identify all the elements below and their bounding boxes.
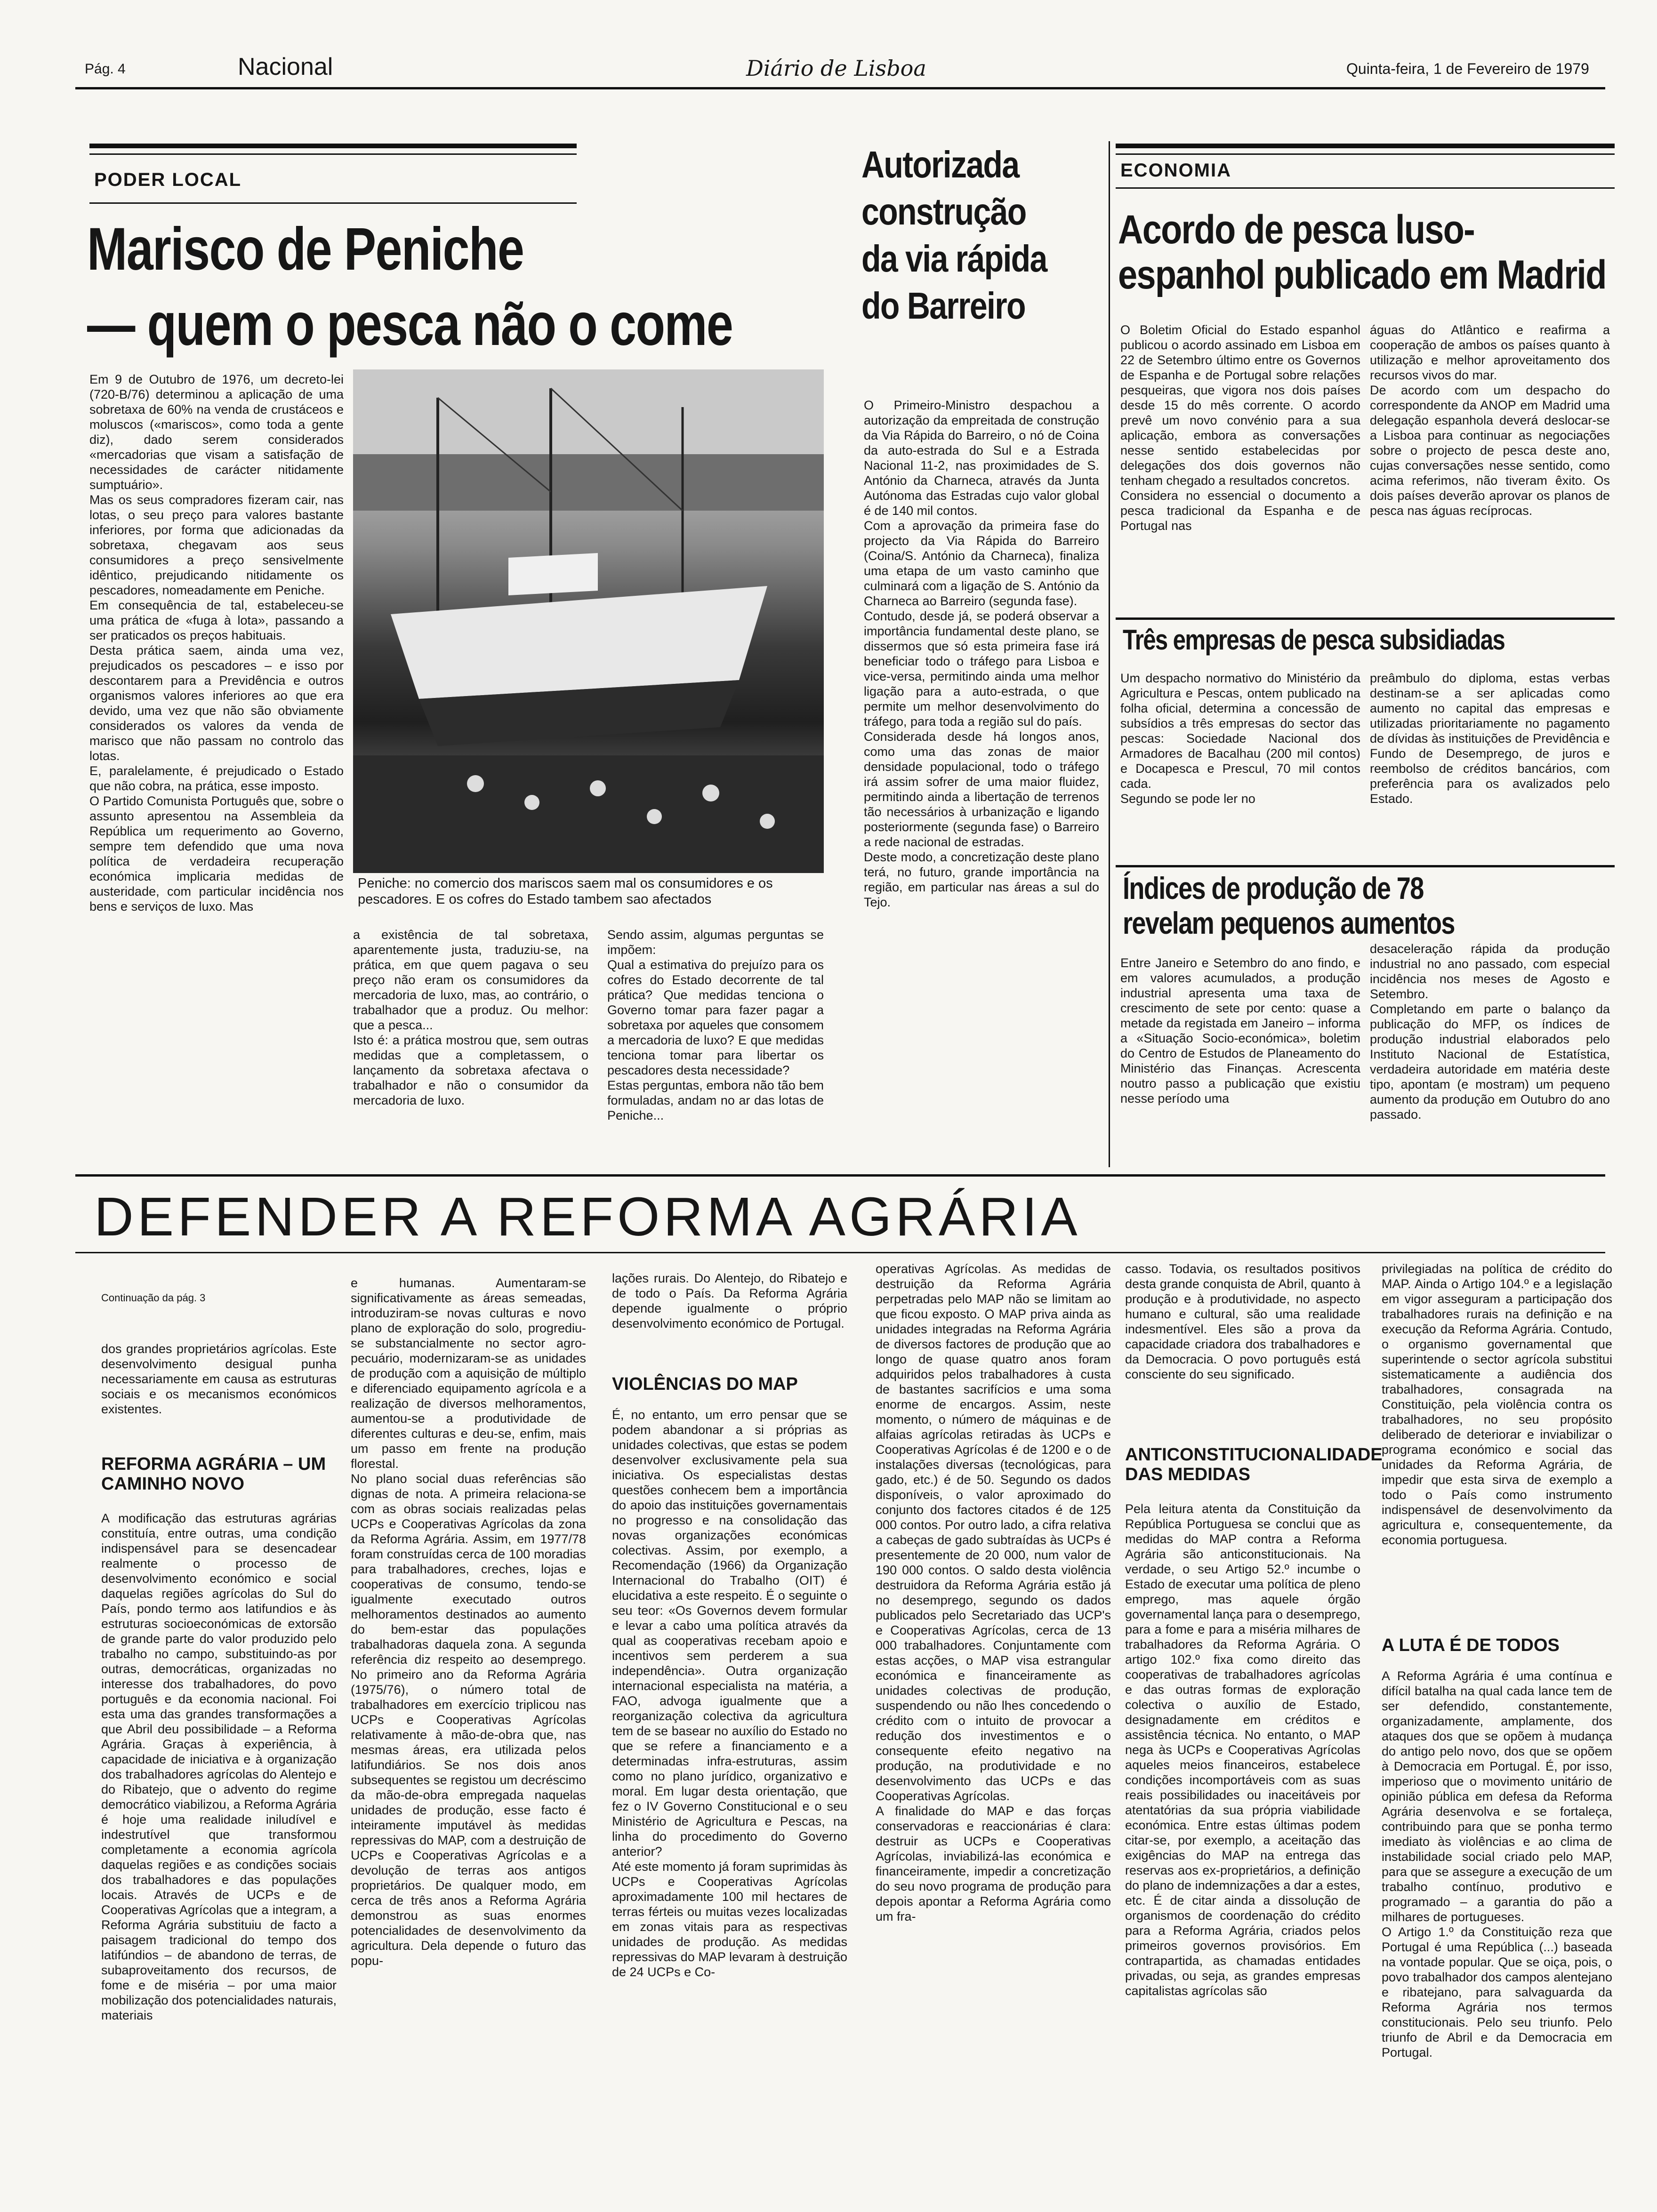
- economia-rule-top2: [1116, 153, 1615, 155]
- photo-caption: Peniche: no comercio dos mariscos saem mal os consumidores e os pescadores. E os cofres do Estado tambem sao afectados: [358, 876, 773, 907]
- indices-col1: Entre Janeiro e Setembro do ano findo, e em valores acumulados, a produção industrial apresenta uma taxa de crescimento de sete por cento: quase a metade da registada em Janeiro – informa a «Situação Socio-económica», boletim do Centro de Estudos de Planeamento do Ministério das Finanças. Acrescenta noutro passo a publicação que existiu nesse período uma: [1120, 956, 1360, 1106]
- poder-local-title-1: Marisco de Peniche: [87, 216, 524, 283]
- poder-local-col1: Em 9 de Outubro de 1976, um decreto-lei (720-B/76) determinou a aplicação de uma sobretaxa de 60% na venda de crustáceos e moluscos («mariscos», como toda a gente diz), dado serem considerados «mercadorias que visam a satisfação de necessidades de carácter nitidamente sumptuário». Mas os seus compradores fizeram cair, nas lotas, o seu preço para valores bastante inferiores, por forma que adicionadas da sobretaxa, chegavam aos seus consumidores a preço sensivelmente idêntico, prejudicando nitidamente os pescadores, nomeadamente em Peniche. Em consequência de tal, estabeleceu-se uma prática de «fuga à lota», passando a ser praticados os preços habituais. Desta prática saem, ainda uma vez, prejudicados os pescadores – e isso por descontarem para a Previdência e outros organismos valores inferiores ao que era devido, uma vez que não são obviamente considerados os valores da venda de marisco que não passam no controlo das lotas. E, paralelamente, é prejudicado o Estado que não cobra, na prática, esse imposto. O Partido Comunista Português que, sobre o assunto apresentou na Assembleia da República um requerimento ao Governo, sempre tem defendido que uma nova política de verdadeira recuperação económica implicaria medidas de austeridade, com particular incidência nos bens e serviços de luxo. Mas: [89, 372, 344, 914]
- issue-date: Quinta-feira, 1 de Fevereiro de 1979: [1346, 60, 1589, 77]
- indices-title-1: Índices de produção de 78: [1123, 871, 1424, 906]
- empresas-col1: Um despacho normativo do Ministério da Agricultura e Pescas, ontem publicado na folha oficial, determina a concessão de subsídios a três empresas do sector das pescas: Sociedade Nacional dos Armadores de Bacalhau (200 mil contos) e Docapesca e Prescul, 70 mil contos cada. Segundo se pode ler no: [1120, 671, 1360, 806]
- reforma-subhead-2: VIOLÊNCIAS DO MAP: [612, 1374, 798, 1394]
- empresas-col2: preâmbulo do diploma, estas verbas destinam-se a ser aplicadas como aumento no capital das empresas e utilizadas prioritariamente no pagamento de dívidas às instituições de Previdência e Fundo de Desemprego, de juros e reembolso de créditos bancários, com preferência para os avalizados pelo Estado.: [1370, 671, 1610, 806]
- masthead: Diário de Lisboa: [746, 56, 926, 81]
- page-number: Pág. 4: [85, 61, 126, 77]
- empresas-title: Três empresas de pesca subsidiadas: [1123, 624, 1505, 656]
- reforma-col3-top: lações rurais. Do Alentejo, do Ribatejo e de todo o País. Da Reforma Agrária depende igualmente o próprio desenvolvimento económico de Portugal.: [612, 1271, 847, 1330]
- boat-illustration: [353, 369, 824, 873]
- empresas-rule: [1116, 617, 1615, 620]
- reforma-col5-top: casso. Todavia, os resultados positivos desta grande conquista de Abril, quanto à produção e à produtividade, no aspecto humano e cultural, são uma realidade indesmentível. Eles são a prova da capacidade criadora dos trabalhadores e da Democracia. O povo português está consciente do seu significado.: [1125, 1262, 1360, 1381]
- poder-local-kicker: PODER LOCAL: [94, 169, 242, 190]
- indices-title-2: revelam pequenos aumentos: [1123, 906, 1455, 940]
- economia-rule-kicker: [1116, 187, 1615, 189]
- reforma-subhead-4: A LUTA É DE TODOS: [1382, 1635, 1560, 1655]
- poder-rule-top: [89, 144, 577, 148]
- reforma-col1-body: A modificação das estruturas agrárias constituía, entre outras, uma condição indispensável para se desencadear realmente o processo de desenvolvimento económico e social daquelas regiões agrícolas do Sul do País, pondo termo aos latifundios e às estruturas socioeconómicas de extorsão de grande parte do valor produzido pelo trabalho no campo, substituindo-as por outras, democráticas, organizadas no interesse dos trabalhadores, do povo português e da economia nacional. Foi esta uma das grandes transformações a que Abril deu possibilidade – a Reforma Agrária. Graças à experiência, à capacidade de iniciativa e à organização dos trabalhadores agrícolas do Alentejo e do Ribatejo, que o advento do regime democrático viabilizou, a Reforma Agrária é hoje uma realidade iniludível e indestrutível que transformou completamente a economia agrícola daquelas regiões e as condições sociais dos trabalhadores e das populações locais. Através de UCPs e de Cooperativas Agrícolas que a integram, a Reforma Agrária substituiu de facto a paisagem tradicional do tempo dos latifúndios – de abandono de terras, de subaproveitamento dos recursos, de fome e de miséria – por uma maior mobilização dos potencialidades naturais, materiais: [101, 1511, 337, 2022]
- reforma-subhead-1: REFORMA AGRÁRIA – UM CAMINHO NOVO: [101, 1454, 326, 1494]
- continuation-note: Continuação da pág. 3: [101, 1292, 206, 1304]
- reforma-rule-title: [75, 1252, 1605, 1253]
- reforma-title: DEFENDER A REFORMA AGRÁRIA: [94, 1186, 1081, 1247]
- reforma-col6-top: privilegiadas na política de crédito do MAP. Ainda o Artigo 104.º e a legislação em vigor asseguram a participação dos trabalhadores rurais na definição e na execução da Reforma Agrária. Contudo, o organismo governamental que superintende o sector agrícola substitui sistematicamente a audiência dos trabalhadores, consagrada na Constituição, pela violência contra os trabalhadores, no seu propósito deliberado de deteriorar e inviabilizar o programa económico e social das unidades da Reforma Agrária, de impedir que esta sirva de exemplo a todo o País como instrumento indispensável de desenvolvimento da agricultura e, consequentemente, da economia portuguesa.: [1382, 1262, 1612, 1547]
- header-rule: [75, 87, 1605, 89]
- reforma-col5-body: Pela leitura atenta da Constituição da República Portuguesa se conclui que as medidas do MAP contra a Reforma Agrária são anticonstitucionais. Na verdade, o seu Artigo 52.º incumbe o Estado de executar uma política de pleno emprego, mas aquele órgão governamental lança para o desemprego, para a fome e para a miséria milhares de trabalhadores da Reforma Agrária. O artigo 102.º fixa como direito das cooperativas de trabalhadores agrícolas e das outras formas de exploração colectiva o auxílio de Estado, designadamente em créditos e assistência técnica. No entanto, o MAP nega às UCPs e Cooperativas Agrícolas aqueles meios financeiros, estabelece condições incomportáveis com as suas reais possibilidades ou inaceitáveis por atentatórias da sua própria viabilidade económica. Entre estas últimas podem citar-se, por exemplo, a aceitação das exigências do MAP na entrega das reservas aos ex-proprietários, a definição do plano de indemnizações a dar a estes, etc. É de citar ainda a dissolução de organismos de coordenação do crédito para a Reforma Agrária, criados pelos primeiros governos provisórios. Em contrapartida, as chamadas entidades privadas, ou seja, as grandes empresas capitalistas agrícolas são: [1125, 1502, 1360, 1998]
- column-divider: [1109, 141, 1110, 1167]
- peniche-harbour-photo: [353, 369, 824, 873]
- economia-kicker: ECONOMIA: [1120, 160, 1231, 181]
- poder-local-title-2: — quem o pesca não o come: [87, 291, 733, 358]
- poder-rule-top2: [89, 153, 577, 155]
- reforma-col2: e humanas. Aumentaram-se significativamente as áreas semeadas, introduziram-se novas culturas e novo plano de exploração do solo, progrediu-se substancialmente no sector agro-pecuário, modernizaram-se as unidades de produção com a aquisição de múltiplo e diferenciado equipamento agrícola e a realização de diversos melhoramentos, aumentou-se a produtividade de diferentes culturas e deu-se, enfim, mais um passo em frente na produção florestal. No plano social duas referências são dignas de nota. A primeira relaciona-se com as obras sociais realizadas pelas UCPs e Cooperativas Agrícolas da zona da Reforma Agrária. Assim, em 1977/78 foram construídas cerca de 100 moradias para trabalhadores, creches, lojas e cooperativas de consumo, tendo-se igualmente executado outros melhoramentos destinados ao aumento do bem-estar das populações trabalhadoras daquela zona. A segunda referência diz respeito ao desemprego. No primeiro ano da Reforma Agrária (1975/76), o número total de trabalhadores em exercício triplicou nas UCPs e Cooperativas Agrícolas relativamente à mão-de-obra que, nas mesmas áreas, era utilizada pelos latifundiários. Se nos dois anos subsequentes se registou um decréscimo da mão-de-obra empregada naquelas unidades de produção, esse facto é inteiramente imputável às medidas repressivas do MAP, com a destruição de UCPs e Cooperativas Agrícolas e a devolução de terras aos antigos proprietários. De qualquer modo, em cerca de três anos a Reforma Agrária demonstrou as suas enormes potencialidades de desenvolvimento da agricultura. Dela depende o futuro das popu-: [351, 1276, 586, 1968]
- economia-col2: águas do Atlântico e reafirma a cooperação de ambos os países quanto à utilização e melhor aproveitamento dos recursos vivos do mar. De acordo com um despacho do correspondente da ANOP em Madrid uma delegação espanhola deverá deslocar-se a Lisboa para continuar as negociações sobre o projecto de pesca deste ano, cujas conversações nesse sentido, como acima referimos, não tiveram êxito. Os dois países deverão aprovar os planos de pesca nas águas recíprocas.: [1370, 323, 1610, 518]
- reforma-col3-body: É, no entanto, um erro pensar que se podem abandonar a si próprias as unidades colectivas, que estas se podem desenvolver exclusivamente pela sua iniciativa. Os especialistas destas questões conhecem bem a importância do apoio das instituições governamentais no progresso e na consolidação das novas organizações económicas colectivas. Assim, por exemplo, a Recomendação (1966) da Organização Internacional do Trabalho (OIT) é elucidativa a este respeito. É o seguinte o seu teor: «Os Governos devem formular e levar a cabo uma política através da qual as cooperativas recebam apoio e incentivos sem perderem a sua independência». Outra organização internacional especialista na matéria, a FAO, advoga igualmente que a reorganização colectiva da agricultura tem de se basear no auxílio do Estado no que se refere a financiamento e a determinadas infra-estruturas, assim como no plano jurídico, organizativo e moral. Em lugar desta orientação, que fez o IV Governo Constitucional e o seu Ministério de Agricultura e Pescas, na linha do procedimento do Governo anterior? Até este momento já foram suprimidas às UCPs e Cooperativas Agrícolas aproximadamente 100 mil hectares de terras férteis ou muitas vezes localizadas em zonas vitais para as respectivas unidades de produção. As medidas repressivas do MAP levaram à destruição de 24 UCPs e Co-: [612, 1408, 847, 1979]
- reforma-col1-top: dos grandes proprietários agrícolas. Este desenvolvimento desigual punha necessariamente em causa as estruturas sociais e os mecanismos económicos existentes.: [101, 1342, 337, 1416]
- economia-col1: O Boletim Oficial do Estado espanhol publicou o acordo assinado em Lisboa em 22 de Setembro último entre os Governos de Espanha e de Portugal sobre relações pesqueiras, que vigora nos dois países desde 15 do mês corrente. O acordo prevê um novo convénio para a sua aplicação, embora as conversações nesse sentido estabelecidas por delegações dos dois governos não tenham chegado a resultados concretos. Considera no essencial o documento a pesca tradicional da Espanha e de Portugal nas: [1120, 323, 1360, 533]
- reforma-col6-body: A Reforma Agrária é uma contínua e difícil batalha na qual cada lance tem de ser defendido, constantemente, organizadamente, amplamente, dos ataques dos que se opõem à mudança do antigo pelo novo, dos que se opõem à Democracia em Portugal. É, por isso, imperioso que o movimento unitário de opinião pública em defesa da Reforma Agrária desenvolva e se fortaleça, contribuindo para que se ponha termo imediato às violências e ao clima de instabilidade social criado pelo MAP, para que se assegure a execução de um trabalho contínuo, produtivo e programado – a garantia do pão a milhares de portugueses. O Artigo 1.º da Constituição reza que Portugal é uma República (...) baseada na vontade popular. Que se oiça, pois, o povo trabalhador dos campos alentejano e ribatejano, para salvaguarda da Reforma Agrária nos termos constitucionais. Pelo seu triunfo. Pelo triunfo de Abril e da Democracia em Portugal.: [1382, 1669, 1612, 2060]
- barreiro-body: O Primeiro-Ministro despachou a autorização da empreitada de construção da Via Rápida do Barreiro, o nó de Coina da auto-estrada do Sul e a Estrada Nacional 11-2, nas proximidades de S. António da Charneca, através da Junta Autónoma das Estradas cujo valor global é de 140 mil contos. Com a aprovação da primeira fase do projecto da Via Rápida do Barreiro (Coina/S. António da Charneca), finaliza uma etapa de um vasto caminho que culminará com a ligação de S. António da Charneca ao Barreiro (segunda fase). Contudo, desde já, se poderá observar a importância fundamental deste plano, se dissermos que só esta primeira fase irá beneficiar todo o tráfego para Lisboa e vice-versa, permitindo ainda uma melhor ligação para a auto-estrada, o que permite um melhor desenvolvimento do tráfego, para toda a região sul do país. Considerada desde há longos anos, como uma das zonas de maior densidade populacional, todo o tráfego irá assim sofrer de uma maior fluidez, permitindo ainda a libertação de terrenos tão necessários à urbanização e ligando posteriormente (segunda fase) o Barreiro a rede nacional de estradas. Deste modo, a concretização deste plano terá, no futuro, grande importância na região, em particular nas áreas a sul do Tejo.: [864, 398, 1099, 909]
- barreiro-title: Autorizada construção da via rápida do Barreiro: [861, 144, 1047, 327]
- economia-rule-top: [1116, 144, 1615, 148]
- poder-local-col2: a existência de tal sobretaxa, aparentemente justa, traduziu-se, na prática, em que quem pagava o seu preço não eram os consumidores da mercadoria de luxo, mas, ao contrário, o trabalhador que a produz. Ou melhor: que a pesca... Isto é: a prática mostrou que, sem outras medidas que a completassem, o lançamento da sobretaxa afectava o trabalhador e não o consumidor da mercadoria de luxo.: [353, 928, 588, 1107]
- section-label: Nacional: [238, 53, 333, 80]
- reforma-col4: operativas Agrícolas. As medidas de destruição da Reforma Agrária perpetradas pelo MAP não se limitam ao que ficou exposto. O MAP priva ainda as unidades integradas na Reforma Agrária de diversos factores de produção que ao longo de quase quatro anos foram adquiridos pelos trabalhadores à custa de bastantes sacrifícios e uma soma enorme de encargos. Assim, neste momento, o número de máquinas e de alfaias agrícolas retiradas às UCPs e Cooperativas Agrícolas é de 1200 e o de instalações diversas (tecnológicas, para gado, etc.) é de 50. Segundo os dados disponíveis, o valor aproximado do conjunto dos factores citados é de 125 000 contos. Por outro lado, a cifra relativa a cabeças de gado subtraídas às UCPs é presentemente de 20 000, num valor de 190 000 contos. O saldo desta violência destruidora da Reforma Agrária estão já no desemprego, segundo os dados publicados pelo Secretariado das UCP's e Cooperativas Agrícolas, cerca de 13 000 trabalhadores. Conjuntamente com estas acções, o MAP visa estrangular económica e financeiramente as unidades colectivas de produção, suspendendo ou não lhes concedendo o crédito com o intuito de provocar a redução dos investimentos e o consequente efeito negativo na produção, na produtividade e no desenvolvimento das UCPs e das Cooperativas Agrícolas. A finalidade do MAP e das forças conservadoras e reaccionárias é clara: destruir as UCPs e Cooperativas Agrícolas, inviabilizá-las económica e financeiramente, impedir a concretização do seu novo programa de produção para depois apontar a Reforma Agrária como um fra-: [876, 1262, 1111, 1923]
- indices-rule: [1116, 865, 1615, 867]
- poder-local-col3: Sendo assim, algumas perguntas se impõem: Qual a estimativa do prejuízo para os cofres do Estado decorrente de tal prática? Que medidas tenciona o Governo tomar para fazer pagar a sobretaxa por aqueles que consomem a mercadoria de luxo? E que medidas tenciona tomar para libertar os pescadores desta necessidade? Estas perguntas, embora não tão bem formuladas, andam no ar das lotas de Peniche...: [607, 928, 824, 1122]
- indices-col2: desaceleração rápida da produção industrial no ano passado, com especial incidência nos meses de Agosto e Setembro. Completando em parte o balanço da publicação do MFP, os índices de produção industrial elaborados pelo Instituto Nacional de Estatística, verdadeira autoridade em matéria deste tipo, apontam (e mostram) um pequeno aumento da produção em Outubro do ano passado.: [1370, 942, 1610, 1122]
- reforma-subhead-3: ANTICONSTITUCIONALIDADE DAS MEDIDAS: [1125, 1445, 1383, 1484]
- economia-title: Acordo de pesca luso-espanhol publicado em Madrid: [1118, 207, 1606, 297]
- poder-rule-kicker: [89, 202, 577, 204]
- reforma-rule-top: [75, 1174, 1605, 1177]
